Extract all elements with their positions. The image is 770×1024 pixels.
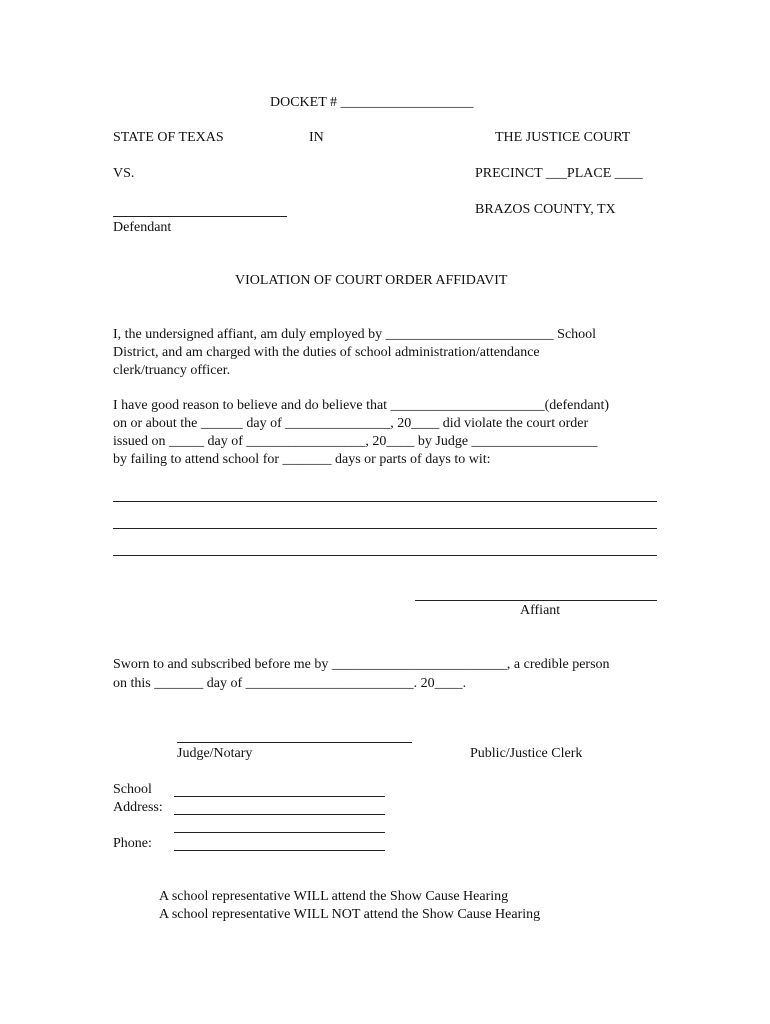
para2-line-1: I have good reason to believe and do believe that ______________________(defendant) — [113, 398, 610, 413]
address-line-1[interactable] — [174, 814, 385, 815]
sworn-line-1: Sworn to and subscribed before me by _________________________, a credible person — [113, 657, 610, 672]
phone-line[interactable] — [174, 850, 385, 851]
defendant-label: Defendant — [113, 220, 172, 235]
para2-line-2: on or about the ______ day of _______________, 20____ did violate the court order — [113, 416, 589, 431]
vs-label: VS. — [113, 166, 135, 181]
will-not-attend-option[interactable]: A school representative WILL NOT attend the Show Cause Hearing — [159, 907, 541, 922]
para2-line-4: by failing to attend school for _______ days or parts of days to wit: — [113, 452, 491, 467]
address-line-2[interactable] — [174, 832, 385, 833]
justice-clerk-label: Public/Justice Clerk — [470, 746, 583, 761]
para1-line-2: District, and am charged with the duties of school administration/attendance — [113, 345, 540, 360]
para1-line-1: I, the undersigned affiant, am duly employed by ________________________ School — [113, 327, 597, 342]
precinct-place: PRECINCT ___PLACE ____ — [475, 166, 643, 181]
docket-number: DOCKET # ___________________ — [270, 95, 474, 110]
para2-line-3: issued on _____ day of _________________, 20____ by Judge __________________ — [113, 434, 598, 449]
address-label: Address: — [113, 800, 163, 815]
para1-line-3: clerk/truancy officer. — [113, 363, 231, 378]
affiant-signature-line[interactable] — [415, 600, 657, 601]
explanation-line-3[interactable] — [113, 555, 657, 556]
explanation-line-2[interactable] — [113, 528, 657, 529]
state-of-texas: STATE OF TEXAS — [113, 130, 224, 145]
phone-label: Phone: — [113, 836, 152, 851]
sworn-line-2: on this _______ day of ________________________. 20____. — [113, 676, 467, 691]
school-name-line[interactable] — [174, 796, 385, 797]
judge-notary-label: Judge/Notary — [177, 746, 253, 761]
judge-signature-line[interactable] — [177, 742, 412, 743]
county: BRAZOS COUNTY, TX — [475, 202, 616, 217]
defendant-signature-line[interactable] — [113, 216, 287, 217]
affidavit-title: VIOLATION OF COURT ORDER AFFIDAVIT — [235, 273, 508, 288]
will-attend-option[interactable]: A school representative WILL attend the Show Cause Hearing — [159, 889, 509, 904]
in-label: IN — [309, 130, 324, 145]
justice-court: THE JUSTICE COURT — [495, 130, 631, 145]
affiant-label: Affiant — [520, 603, 561, 618]
explanation-line-1[interactable] — [113, 501, 657, 502]
school-label: School — [113, 782, 152, 797]
